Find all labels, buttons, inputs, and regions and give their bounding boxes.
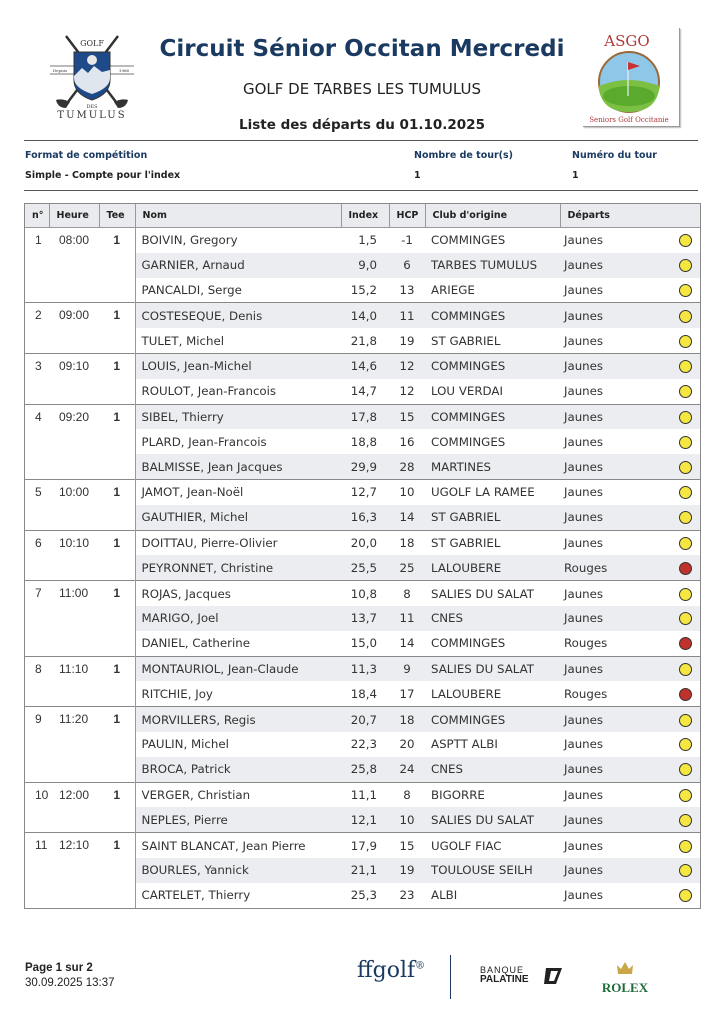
player-index: 22,3 — [350, 737, 377, 752]
tee-color-dot-icon — [679, 385, 692, 398]
player-index: 29,9 — [341, 454, 389, 479]
table-header — [25, 204, 700, 228]
player-hcp: 18 — [389, 530, 425, 555]
player-departure: Jaunes — [560, 353, 670, 378]
tee-color-cell — [670, 228, 700, 253]
tee-color-dot-icon — [679, 537, 692, 550]
tee-number: 1 — [99, 353, 135, 404]
player-name: MONTAURIOL, Jean-Claude — [135, 656, 341, 681]
tee-color-cell — [670, 555, 700, 580]
player-departure: Jaunes — [560, 530, 670, 555]
player-hcp: 15 — [389, 404, 425, 429]
col-tee: Tee — [99, 204, 135, 228]
tee-color-cell — [670, 606, 700, 631]
player-hcp: 14 — [399, 636, 415, 651]
palatine-text: PALATINE — [480, 974, 529, 985]
tee-time: 10:10 — [49, 530, 99, 581]
player-hcp: 23 — [399, 888, 415, 903]
tee-number: 1 — [99, 581, 135, 656]
divider — [24, 140, 698, 141]
col-club: Club d'origine — [425, 204, 560, 228]
tee-color-cell — [670, 278, 700, 303]
group-number: 2 — [25, 303, 49, 354]
tee-color-dot-icon — [679, 588, 692, 601]
svg-text:ASGO: ASGO — [604, 32, 650, 50]
tee-color-dot-icon — [679, 310, 692, 323]
tee-time: 09:20 — [49, 404, 99, 479]
tee-color-dot-icon — [679, 612, 692, 625]
player-hcp: 24 — [389, 757, 425, 782]
player-name: DANIEL, Catherine — [141, 636, 250, 651]
player-club: CNES — [425, 606, 560, 631]
rounds-value: 1 — [414, 170, 421, 181]
player-departure: Jaunes — [564, 737, 604, 752]
player-name: SAINT BLANCAT, Jean Pierre — [135, 833, 341, 858]
player-hcp: 28 — [389, 454, 425, 479]
player-club: ASPTT ALBI — [431, 737, 498, 752]
svg-text:TUMULUS: TUMULUS — [57, 110, 127, 121]
col-time: Heure — [49, 204, 99, 228]
player-club: MARTINES — [425, 454, 560, 479]
format-value: Simple - Compte pour l'index — [25, 170, 181, 181]
player-club: LALOUBERE — [425, 555, 560, 580]
group-number: 11 — [25, 833, 49, 908]
col-index: Index — [341, 204, 389, 228]
ffgolf-text: ffgolf — [357, 958, 416, 983]
player-hcp: 14 — [389, 505, 425, 530]
player-departure: Rouges — [560, 555, 670, 580]
player-departure: Jaunes — [560, 581, 670, 606]
player-club: LALOUBERE — [431, 686, 502, 701]
tee-color-dot-icon — [679, 688, 692, 701]
round-number-label: Numéro du tour — [572, 150, 657, 161]
player-club: ST GABRIEL — [425, 530, 560, 555]
player-hcp: 18 — [389, 707, 425, 732]
tee-time: 11:10 — [49, 656, 99, 707]
start-list-table — [24, 203, 701, 909]
player-name: LOUIS, Jean-Michel — [135, 353, 341, 378]
tee-color-cell — [670, 581, 700, 606]
player-departure: Jaunes — [564, 282, 604, 297]
tee-number: 1 — [99, 707, 135, 782]
group-number: 3 — [25, 353, 49, 404]
player-index: 20,0 — [341, 530, 389, 555]
tee-color-dot-icon — [679, 562, 692, 575]
banque-emblem-icon — [542, 966, 564, 986]
tee-color-dot-icon — [679, 864, 692, 877]
table-row — [25, 530, 700, 555]
tee-color-dot-icon — [679, 461, 692, 474]
player-name: VERGER, Christian — [135, 782, 341, 807]
tee-color-dot-icon — [679, 234, 692, 247]
player-club: TARBES TUMULUS — [425, 253, 560, 278]
player-club: SALIES DU SALAT — [425, 656, 560, 681]
tee-color-cell — [670, 303, 700, 328]
tee-time: 12:00 — [49, 782, 99, 833]
tee-color-dot-icon — [679, 663, 692, 676]
player-hcp: 16 — [399, 434, 415, 449]
svg-text:Depuis: Depuis — [52, 68, 68, 73]
tee-time: 11:20 — [49, 707, 99, 782]
player-name: CARTELET, Thierry — [141, 888, 251, 903]
player-hcp: 12 — [399, 384, 415, 399]
player-name: DOITTAU, Pierre-Olivier — [135, 530, 341, 555]
tee-color-dot-icon — [679, 763, 692, 776]
player-club: COMMINGES — [425, 303, 560, 328]
player-name: BALMISSE, Jean Jacques — [135, 454, 341, 479]
player-departure: Rouges — [564, 686, 608, 701]
col-name: Nom — [135, 204, 341, 228]
tee-color-dot-icon — [679, 814, 692, 827]
player-departure: Jaunes — [560, 454, 670, 479]
player-index: 13,7 — [341, 606, 389, 631]
player-index: 18,8 — [350, 434, 377, 449]
table-row — [25, 833, 700, 858]
player-club: COMMINGES — [425, 707, 560, 732]
group-number: 10 — [25, 782, 49, 833]
tee-color-cell — [670, 253, 700, 278]
tee-color-cell — [670, 328, 700, 353]
tee-color-dot-icon — [679, 284, 692, 297]
col-number: n° — [25, 204, 49, 228]
player-club: TOULOUSE SEILH — [425, 858, 560, 883]
rolex-logo — [598, 960, 652, 996]
player-index: 15,0 — [350, 636, 377, 651]
player-departure: Jaunes — [560, 253, 670, 278]
tee-color-dot-icon — [679, 738, 692, 751]
player-departure: Jaunes — [560, 858, 670, 883]
table-row — [25, 656, 700, 681]
tee-number: 1 — [99, 782, 135, 833]
player-hcp: 9 — [389, 656, 425, 681]
table-row — [25, 581, 700, 606]
tee-color-cell — [670, 858, 700, 883]
player-hcp: 15 — [389, 833, 425, 858]
tee-color-cell — [670, 530, 700, 555]
player-index: 21,1 — [341, 858, 389, 883]
golf-des-tumulus-logo — [46, 30, 138, 122]
round-number-value: 1 — [572, 170, 579, 181]
tee-color-cell — [670, 631, 700, 656]
player-name: COSTESEQUE, Denis — [135, 303, 341, 328]
player-index: 1,5 — [358, 233, 377, 248]
tee-number: 1 — [99, 404, 135, 479]
player-index: 14,7 — [350, 384, 377, 399]
tee-color-cell — [670, 404, 700, 429]
player-club: UGOLF FIAC — [425, 833, 560, 858]
player-club: COMMINGES — [431, 636, 506, 651]
player-departure: Jaunes — [560, 807, 670, 832]
registered-mark-icon: ® — [415, 960, 426, 972]
tee-color-cell — [670, 681, 700, 706]
player-hcp: 8 — [389, 581, 425, 606]
player-index: 10,8 — [341, 581, 389, 606]
player-departure: Jaunes — [564, 384, 604, 399]
table-row — [25, 228, 700, 253]
tee-number: 1 — [99, 479, 135, 530]
tee-color-cell — [670, 656, 700, 681]
player-hcp: 19 — [389, 858, 425, 883]
tee-time: 09:00 — [49, 303, 99, 354]
player-departure: Jaunes — [560, 303, 670, 328]
player-name: JAMOT, Jean-Noël — [135, 479, 341, 504]
player-name: SIBEL, Thierry — [135, 404, 341, 429]
table-row — [25, 707, 700, 732]
svg-text:GOLF: GOLF — [80, 39, 104, 48]
player-index: 12,1 — [341, 807, 389, 832]
player-name: BOURLES, Yannick — [135, 858, 341, 883]
group-number: 5 — [25, 479, 49, 530]
tee-color-cell — [670, 379, 700, 404]
player-club: ALBI — [431, 888, 458, 903]
tee-color-cell — [670, 454, 700, 479]
rounds-label: Nombre de tour(s) — [414, 150, 514, 161]
table-row — [25, 479, 700, 504]
page-number: Page 1 sur 2 — [25, 962, 93, 974]
player-departure: Jaunes — [564, 888, 604, 903]
player-index: 17,9 — [341, 833, 389, 858]
tee-number: 1 — [99, 303, 135, 354]
player-hcp: 13 — [399, 282, 415, 297]
tee-color-dot-icon — [679, 436, 692, 449]
crown-icon — [615, 960, 635, 976]
player-index: 18,4 — [350, 686, 377, 701]
tee-color-dot-icon — [679, 637, 692, 650]
player-club: UGOLF LA RAMEE — [425, 479, 560, 504]
tee-color-cell — [670, 505, 700, 530]
player-index: 25,3 — [350, 888, 377, 903]
tee-time: 10:00 — [49, 479, 99, 530]
player-departure: Jaunes — [560, 505, 670, 530]
tee-color-cell — [670, 353, 700, 378]
player-name: MARIGO, Joel — [135, 606, 341, 631]
player-name: GAUTHIER, Michel — [135, 505, 341, 530]
print-date: 30.09.2025 13:37 — [25, 977, 115, 989]
tee-color-cell — [670, 429, 700, 454]
svg-text:DES: DES — [86, 104, 98, 110]
player-index: 15,2 — [350, 282, 377, 297]
player-club: CNES — [425, 757, 560, 782]
player-name: PEYRONNET, Christine — [135, 555, 341, 580]
player-name: ROULOT, Jean-Francois — [141, 384, 277, 399]
banque-text: BANQUE — [480, 965, 525, 975]
divider — [24, 190, 698, 191]
player-departure: Jaunes — [564, 434, 604, 449]
tee-color-dot-icon — [679, 714, 692, 727]
player-club: LOU VERDAI — [431, 384, 503, 399]
tee-color-cell — [670, 479, 700, 504]
player-club: BIGORRE — [425, 782, 560, 807]
player-index: 12,7 — [341, 479, 389, 504]
player-index: 16,3 — [341, 505, 389, 530]
player-hcp: 25 — [389, 555, 425, 580]
player-name: NEPLES, Pierre — [135, 807, 341, 832]
svg-text:Seniors Golf Occitanie: Seniors Golf Occitanie — [589, 116, 669, 124]
asgo-logo — [583, 28, 680, 127]
format-label: Format de compétition — [25, 150, 148, 161]
player-club: COMMINGES — [431, 434, 506, 449]
player-name: RITCHIE, Joy — [141, 686, 213, 701]
rolex-text: ROLEX — [601, 980, 649, 995]
player-departure: Rouges — [564, 636, 608, 651]
player-hcp: 17 — [399, 686, 415, 701]
tee-color-dot-icon — [679, 789, 692, 802]
player-index: 11,1 — [341, 782, 389, 807]
col-tee-color — [670, 204, 700, 228]
group-number: 8 — [25, 656, 49, 707]
player-hcp: 19 — [399, 333, 415, 348]
group-number: 1 — [35, 233, 42, 247]
player-hcp: 10 — [389, 479, 425, 504]
tee-color-cell — [670, 707, 700, 732]
list-title: Liste des départs du 01.10.2025 — [239, 117, 485, 133]
tee-color-cell — [670, 757, 700, 782]
tee-color-dot-icon — [679, 360, 692, 373]
player-departure: Jaunes — [560, 404, 670, 429]
col-hcp: HCP — [389, 204, 425, 228]
tee-number: 1 — [99, 833, 135, 908]
tee-time: 08:00 — [59, 233, 90, 247]
player-hcp: 8 — [389, 782, 425, 807]
group-number: 9 — [25, 707, 49, 782]
player-departure: Jaunes — [560, 757, 670, 782]
player-departure: Jaunes — [560, 479, 670, 504]
group-number: 4 — [25, 404, 49, 479]
player-departure: Jaunes — [564, 233, 604, 248]
player-name: BROCA, Patrick — [135, 757, 341, 782]
player-hcp: 11 — [389, 303, 425, 328]
tee-time: 09:10 — [49, 353, 99, 404]
tee-color-dot-icon — [679, 259, 692, 272]
player-club: ARIEGE — [431, 282, 475, 297]
player-club: ST GABRIEL — [431, 333, 501, 348]
tee-color-dot-icon — [679, 486, 692, 499]
table-row — [25, 303, 700, 328]
player-club: COMMINGES — [425, 353, 560, 378]
player-name: PLARD, Jean-Francois — [141, 434, 267, 449]
player-departure: Jaunes — [564, 333, 604, 348]
player-hcp: 20 — [399, 737, 415, 752]
player-hcp: 10 — [389, 807, 425, 832]
player-name: ROJAS, Jacques — [135, 581, 341, 606]
player-name: PANCALDI, Serge — [141, 282, 242, 297]
player-name: TULET, Michel — [141, 333, 225, 348]
player-club: SALIES DU SALAT — [425, 807, 560, 832]
player-hcp: -1 — [401, 233, 413, 248]
player-club: COMMINGES — [431, 233, 506, 248]
player-name: BOIVIN, Gregory — [141, 233, 238, 248]
tee-color-cell — [670, 883, 700, 908]
tee-color-cell — [670, 833, 700, 858]
player-departure: Jaunes — [560, 833, 670, 858]
tee-color-dot-icon — [679, 889, 692, 902]
tee-number: 1 — [99, 228, 135, 303]
table-row — [25, 353, 700, 378]
tee-color-dot-icon — [679, 411, 692, 424]
player-departure: Jaunes — [560, 606, 670, 631]
footer-divider — [450, 955, 451, 999]
player-index: 9,0 — [341, 253, 389, 278]
group-number: 7 — [25, 581, 49, 656]
col-departs: Départs — [560, 204, 670, 228]
player-index: 21,8 — [350, 333, 377, 348]
player-departure: Jaunes — [560, 707, 670, 732]
tee-time: 11:00 — [49, 581, 99, 656]
tee-color-dot-icon — [679, 840, 692, 853]
ffgolf-logo — [357, 958, 425, 983]
course-name: GOLF DE TARBES LES TUMULUS — [242, 80, 481, 98]
tee-color-dot-icon — [679, 335, 692, 348]
player-hcp: 12 — [389, 353, 425, 378]
player-index: 20,7 — [341, 707, 389, 732]
player-name: MORVILLERS, Regis — [135, 707, 341, 732]
table-row — [25, 404, 700, 429]
player-club: ST GABRIEL — [425, 505, 560, 530]
tee-number: 1 — [99, 656, 135, 707]
tee-color-cell — [670, 807, 700, 832]
group-number: 6 — [25, 530, 49, 581]
player-departure: Jaunes — [560, 656, 670, 681]
player-club: COMMINGES — [425, 404, 560, 429]
table-row — [25, 782, 700, 807]
player-hcp: 11 — [389, 606, 425, 631]
svg-text:1966: 1966 — [118, 68, 130, 73]
player-name: GARNIER, Arnaud — [135, 253, 341, 278]
player-departure: Jaunes — [560, 782, 670, 807]
player-index: 25,5 — [341, 555, 389, 580]
tee-color-dot-icon — [679, 511, 692, 524]
tee-color-cell — [670, 732, 700, 757]
tee-number: 1 — [99, 530, 135, 581]
player-index: 14,0 — [341, 303, 389, 328]
player-club: SALIES DU SALAT — [425, 581, 560, 606]
page-title: Circuit Sénior Occitan Mercredi — [159, 36, 565, 62]
player-index: 14,6 — [341, 353, 389, 378]
player-index: 11,3 — [341, 656, 389, 681]
player-name: PAULIN, Michel — [141, 737, 229, 752]
player-index: 17,8 — [341, 404, 389, 429]
player-hcp: 6 — [389, 253, 425, 278]
banque-palatine-logo — [480, 966, 529, 984]
tee-color-cell — [670, 782, 700, 807]
player-index: 25,8 — [341, 757, 389, 782]
tee-time: 12:10 — [49, 833, 99, 908]
